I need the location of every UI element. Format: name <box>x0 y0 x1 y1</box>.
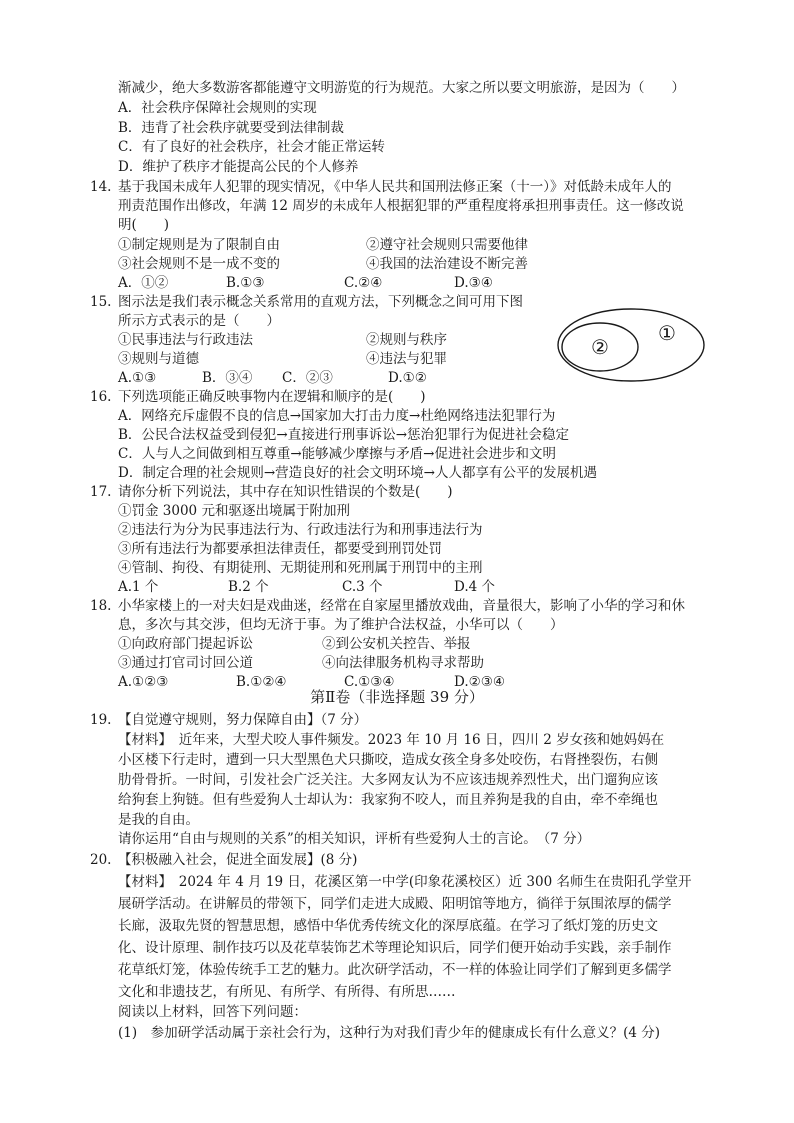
q18-choice-b: B.①②④ <box>236 674 287 690</box>
q17-choices <box>118 577 678 597</box>
inner-label: ② <box>591 335 609 359</box>
q18-items-row1 <box>118 634 678 654</box>
q14-items-row2 <box>118 254 678 274</box>
q15-choice-b: B．③④ <box>202 370 253 386</box>
q13-option-a: A．社会秩序保障社会规则的实现 <box>118 100 317 116</box>
q18-stem-line1: 小华家楼上的一对夫妇是戏曲迷，经常在自家屋里播放戏曲，音量很大，影响了小华的学习和休 <box>118 598 685 614</box>
q13-option-c: C．有了良好的社会秩序，社会才能正常运转 <box>118 139 385 155</box>
q20-subquestion-1: (1) 参加研学活动属于亲社会行为，这种行为对我们青少年的健康成长有什么意义？(4 分) <box>118 1025 661 1041</box>
outer-label: ① <box>658 321 676 345</box>
q20-material-line2: 展研学活动。在讲解员的带领下，同学们走进大成殿、阳明馆等地方，徜徉于氛围浓厚的儒学 <box>118 896 672 912</box>
q14-item-2: ②遵守社会规则只需要他律 <box>366 237 528 253</box>
q19-task: 请你运用“自由与规则的关系”的相关知识，评析有些爱狗人士的言论。 （7 分） <box>118 831 591 847</box>
q17-item-3: ③所有违法行为都要承担法律责任，都要受到刑罚处罚 <box>118 541 442 557</box>
q14-item-4: ④我国的法治建设不断完善 <box>366 256 528 272</box>
q19-material-line2: 小区楼下行走时，遭到一只大型黑色犬只撕咬，造成女孩全身多处咬伤，右肾挫裂伤，右侧 <box>118 752 658 768</box>
q14-choice-c: C.②④ <box>344 275 383 291</box>
q17-item-1: ①罚金 3000 元和驱逐出境属于附加刑 <box>118 503 350 519</box>
q17-item-4: ④管制、拘役、有期徒刑、无期徒刑和死刑属于刑罚中的主刑 <box>118 560 483 576</box>
q15-choice-d: D.①② <box>388 370 427 386</box>
q15-items-row1 <box>118 330 538 350</box>
q15-stem-line1: 图示法是我们表示概念关系常用的直观方法，下列概念之间可用下图 <box>118 294 523 310</box>
q19-title: 【自觉遵守规则，努力保障自由】（7 分） <box>118 712 368 728</box>
q16-option-a: A．网络充斥虚假不良的信息→国家加大打击力度→杜绝网络违法犯罪行为 <box>118 408 556 424</box>
q16-option-c: C．人与人之间做到相互尊重→能够减少摩擦与矛盾→促进社会进步和文明 <box>118 446 556 462</box>
q16-option-b: B．公民合法权益受到侵犯→直接进行刑事诉讼→惩治犯罪行为促进社会稳定 <box>118 427 570 443</box>
q17-number: 17. <box>90 484 112 500</box>
q19-number: 19. <box>90 712 112 728</box>
q20-material-line6: 文化和非遗技艺，有所见、有所学、有所得、有所思…… <box>118 984 456 1000</box>
q18-choice-c: C.①③④ <box>344 674 395 690</box>
q15-concept-diagram <box>556 307 706 383</box>
q14-item-3: ③社会规则不是一成不变的 <box>118 256 280 272</box>
q15-item-4: ④违法与犯罪 <box>366 351 447 367</box>
q18-choice-a: A.①②③ <box>118 674 169 690</box>
q17-stem: 请你分析下列说法，其中存在知识性错误的个数是( ) <box>118 484 453 500</box>
q17-choice-a: A.1 个 <box>118 579 159 595</box>
q18-item-2: ②到公安机关控告、举报 <box>322 636 471 652</box>
q17-choice-b: B.2 个 <box>228 579 269 595</box>
q19-material-line5: 是我的自由。 <box>118 812 199 828</box>
q20-number: 20. <box>90 852 112 868</box>
q15-item-2: ②规则与秩序 <box>366 332 447 348</box>
q16-stem: 下列选项能正确反映事物内在逻辑和顺序的是( ) <box>118 389 426 405</box>
q15-item-1: ①民事违法与行政违法 <box>118 332 253 348</box>
q14-choice-d: D.③④ <box>454 275 493 291</box>
q16-option-d: D．制定合理的社会规则→营造良好的社会文明环境→人人都享有公平的发展机遇 <box>118 465 597 481</box>
q18-items-row2 <box>118 653 678 673</box>
q14-choice-b: B.①③ <box>226 275 265 291</box>
q13-option-b: B．违背了社会秩序就要受到法律制裁 <box>118 120 344 136</box>
q19-material-line3: 肋骨骨折。一时间，引发社会广泛关注。大多网友认为不应该违规养烈性犬，出门遛狗应该 <box>118 772 658 788</box>
q20-instruction: 阅读以上材料，回答下列问题： <box>118 1004 307 1020</box>
q18-number: 18. <box>90 598 112 614</box>
q14-choices <box>118 273 678 293</box>
q17-item-2: ②违法行为分为民事违法行为、行政违法行为和刑事违法行为 <box>118 522 483 538</box>
q18-stem-line2: 息，多次与其交涉，但均无济于事。为了维护合法权益，小华可以（ ） <box>118 617 564 633</box>
q14-item-1: ①制定规则是为了限制自由 <box>118 237 280 253</box>
q20-material-line5: 花草纸灯笼，体验传统手工艺的魅力。此次研学活动，不一样的体验让同学们了解到更多儒学 <box>118 962 672 978</box>
q14-stem-line3: 明( ) <box>118 217 170 233</box>
q14-number: 14. <box>90 179 112 195</box>
q18-item-4: ④向法律服务机构寻求帮助 <box>322 655 484 671</box>
section-2-heading: 第Ⅱ卷（非选择题 39 分） <box>310 688 484 706</box>
q14-stem-line1: 基于我国未成年人犯罪的现实情况，《中华人民共和国刑法修正案（十一）》对低龄未成年人的 <box>118 179 672 195</box>
q14-choice-a: A．①② <box>118 275 169 291</box>
q14-items-row1 <box>118 235 678 255</box>
q17-choice-d: D.4 个 <box>454 579 496 595</box>
q20-material-line1: 【材料】 2024 年 4 月 19 日，花溪区第一中学(印象花溪校区）近 300 名师生在贵阳孔学堂开 <box>118 874 692 890</box>
q20-material-line3: 长廊，汲取先贤的智慧思想，感悟中华优秀传统文化的深厚底蕴。在学习了纸灯笼的历史文 <box>118 918 658 934</box>
q15-item-3: ③规则与道德 <box>118 351 199 367</box>
q15-number: 15. <box>90 294 112 310</box>
q15-choice-a: A.①③ <box>118 370 157 386</box>
q14-stem-line2: 刑责范围作出修改，年满 12 周岁的未成年人根据犯罪的严重程度将承担刑事责任。这一修改说 <box>118 198 684 214</box>
q18-item-1: ①向政府部门提起诉讼 <box>118 636 253 652</box>
q15-choice-c: C．②③ <box>282 370 333 386</box>
q17-choice-c: C.3 个 <box>342 579 383 595</box>
q19-material-line1: 【材料】 近年来，大型犬咬人事件频发。2023 年 10 月 16 日，四川 2 岁女孩和她妈妈在 <box>118 732 665 748</box>
q18-item-3: ③通过打官司讨回公道 <box>118 655 253 671</box>
q16-number: 16. <box>90 389 112 405</box>
outer-ellipse <box>558 309 704 381</box>
q18-choice-d: D.②③④ <box>454 674 505 690</box>
q15-choices <box>118 368 538 388</box>
q20-title: 【积极融入社会，促进全面发展】(8 分) <box>118 852 358 868</box>
q15-stem-line2: 所示方式表示的是（ ） <box>118 313 280 329</box>
q13-option-d: D．维护了秩序才能提高公民的个人修养 <box>118 159 359 175</box>
q13-stem-continuation: 渐减少，绝大多数游客都能遵守文明游览的行为规范。大家之所以要文明旅游，是因为（ ） <box>118 80 685 96</box>
q20-material-line4: 化、设计原理、制作技巧以及花草装饰艺术等理论知识后，同学们便开始动手实践，亲手制作 <box>118 940 672 956</box>
q15-items-row2 <box>118 349 538 369</box>
q19-material-line4: 给狗套上狗链。但有些爱狗人士却认为：我家狗不咬人，而且养狗是我的自由，牵不牵绳也 <box>118 792 658 808</box>
